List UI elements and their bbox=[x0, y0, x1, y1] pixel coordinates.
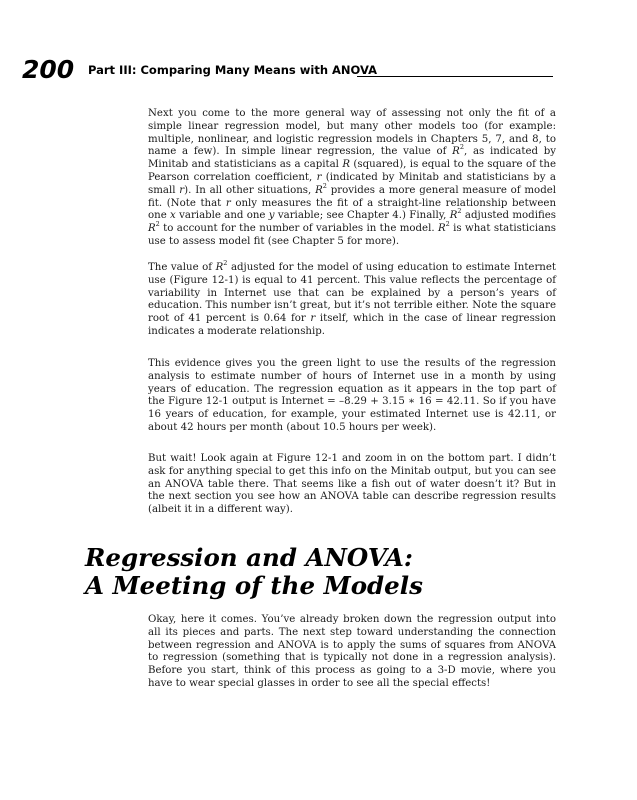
section-heading bbox=[85, 544, 555, 600]
text-run: variable; see Chapter 4.) Finally, bbox=[274, 210, 450, 222]
section-heading-line-2: A Meeting of the Models bbox=[85, 571, 423, 600]
paragraph-text bbox=[148, 108, 556, 249]
text-run: ). In all other situations, bbox=[184, 184, 316, 196]
math-superscript: 2 bbox=[223, 259, 228, 267]
paragraph-r-squared-intro bbox=[148, 108, 556, 259]
math-superscript: 2 bbox=[459, 143, 464, 152]
text-run: is what statisticians use to assess model fit (see Chapter 5 for more). bbox=[148, 223, 556, 247]
text-run: itself, which in the case of linear regression indicates a moderate relationship. bbox=[148, 313, 556, 337]
math-R: R bbox=[452, 146, 460, 158]
text-run: adjusted modifies bbox=[461, 210, 557, 222]
math-y: y bbox=[268, 210, 275, 222]
paragraph-r-squared-value bbox=[148, 259, 556, 349]
math-superscript: 2 bbox=[445, 220, 450, 229]
math-r: r bbox=[316, 171, 322, 183]
paragraph-text: But wait! Look again at Figure 12-1 and zoom in on the bottom part. I didn’t ask for anything special to get this info on the Minitab output, but you can see an ANOVA table there. That seems like a fish out of water doesn’t it? But in the next section you see how an ANOVA table can describe regression results (albeit it in a different way). bbox=[148, 453, 556, 516]
running-header bbox=[22, 55, 553, 84]
math-r: r bbox=[310, 313, 316, 325]
math-superscript: 2 bbox=[322, 181, 327, 190]
text-run: adjusted for the model of using education to estimate Internet use (Figure 12-1) is equal to 41 percent. This value reflects the percentage of variability in Internet use that can be explained by a person’s years of education. This number isn’t great, but it’s not terrible either. Note the square root of 41 percent is 0.64 for bbox=[148, 262, 556, 325]
part-title: Part III: Comparing Many Means with ANOVA bbox=[88, 63, 378, 77]
math-R: R bbox=[148, 223, 156, 235]
text-run: , as indicated by Minitab and statisticians as a capital bbox=[148, 146, 556, 171]
paragraph-section-intro bbox=[148, 614, 556, 701]
text-run: The value of bbox=[148, 262, 216, 273]
math-superscript: 2 bbox=[155, 220, 160, 229]
math-R: R bbox=[215, 262, 224, 273]
section-heading-line-1: Regression and ANOVA: bbox=[85, 543, 413, 572]
paragraph-regression-equation bbox=[148, 358, 556, 445]
header-rule bbox=[357, 76, 553, 77]
math-x: x bbox=[170, 210, 176, 222]
text-run: provides a more general measure of model fit. (Note that bbox=[148, 184, 556, 209]
math-R: R bbox=[449, 210, 458, 222]
math-superscript: 2 bbox=[457, 207, 462, 216]
text-run: (squared), is equal to the square of the Pearson correlation coefficient, bbox=[148, 159, 556, 183]
paragraph-anova-table bbox=[148, 453, 556, 527]
math-R: R bbox=[342, 159, 350, 171]
math-r: r bbox=[225, 197, 231, 209]
math-R: R bbox=[315, 184, 323, 196]
math-r: r bbox=[179, 184, 185, 196]
paragraph-text: Okay, here it comes. You’ve already broken down the regression output into all its pieces and parts. The next step toward understanding the connection between regression and ANOVA is to apply the sums of squares from ANOVA to regression (something that is typically not done in a regression analysis). Before you start, think of this process as going to a 3-D movie, where you have to wear special glasses in order to see all the special effects! bbox=[148, 614, 556, 689]
paragraph-text bbox=[148, 259, 556, 339]
text-run: variable and one bbox=[175, 210, 269, 222]
text-run: Next you come to the more general way of assessing not only the fit of a simple linear regression model, but many other models too (for example: multiple, nonlinear, and logistic regression models in Chapters 5, 7, and 8, to name a few). In simple linear regression, the value of bbox=[148, 108, 556, 158]
page-number: 200 bbox=[22, 55, 75, 84]
text-run: (indicated by Minitab and statisticians by a small bbox=[148, 171, 556, 196]
paragraph-text: This evidence gives you the green light to use the results of the regression analysis to estimate number of hours of Internet use in a month by using years of education. The regression equation as it appears in the top part of the Figure 12-1 output is Internet = –8.29 + 3.15 ∗ 16 = 42.11. So if you have 16 years of education, for example, your estimated Internet use is 42.11, or about 42 hours per month (about 10.5 hours per week). bbox=[148, 358, 556, 433]
text-run: only measures the fit of a straight-line relationship between one bbox=[148, 197, 557, 222]
math-R: R bbox=[437, 223, 446, 235]
text-run: to account for the number of variables in the model. bbox=[159, 223, 438, 235]
